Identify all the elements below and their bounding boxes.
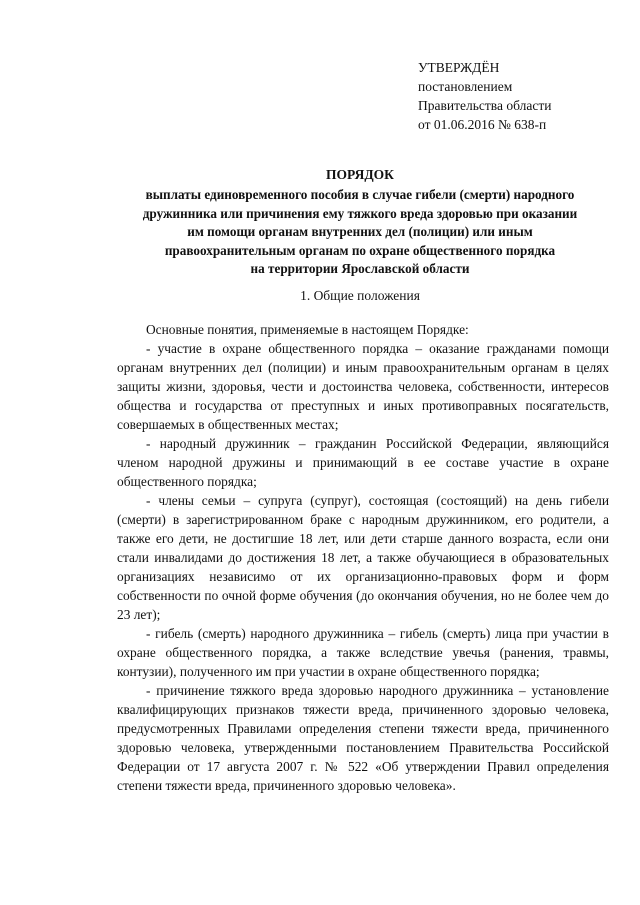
body-intro: Основные понятия, применяемые в настоящем Порядке: [146,322,469,337]
definition-paragraph: - участие в охране общественного порядка – оказание гражданами помощи органам внутренних дел (полиции) и иным правоохранительным органам в целях защиты жизни, здоровья, чести и достоинства человека, собственности, интересов общества и государства от преступных и иных противоправных посягательств, совершаемых в общественных местах; [117,341,609,432]
document-subtitle-line: дружинника или причинения ему тяжкого вреда здоровью при оказании [142,205,578,221]
approval-line-approved: УТВЕРЖДЁН [418,60,500,75]
approval-line-resolution: постановлением [418,79,513,94]
definition-paragraph: - народный дружинник – гражданин Российской Федерации, являющийся членом народной дружины и принимающий в ее составе участие в охране общественного порядка; [117,436,609,489]
definition-paragraph: - члены семьи – супруга (супруг), состоящая (состоящий) на день гибели (смерти) в зарегистрированном браке с народным дружинником, его родители, а также его дети, не достигшие 18 лет, или дети старше данного возраста, если они стали инвалидами до достижения 18 лет, а также обучающиеся в образовательных организациях независимо от их организационно-правовых форм и форм собственности по очной форме обучения (до окончания обучения, но не более чем до 23 лет); [117,493,609,622]
document-subtitle-line: выплаты единовременного пособия в случае гибели (смерти) народного [145,187,575,203]
document-title: ПОРЯДОК [326,167,394,182]
approval-stamp [418,58,618,134]
definition-paragraph: - гибель (смерть) народного дружинника – гибель (смерть) лица при участии в охране общественного порядка, а также вследствие увечья (ранения, травмы, контузии), полученного им при участии в охране общественного порядка; [117,626,609,679]
approval-line-date-number: от 01.06.2016 № 638-п [418,117,547,132]
section-heading: 1. Общие положения [300,288,420,303]
document-body [117,320,609,795]
document-subtitle-line: на территории Ярославской области [250,261,470,277]
document-subtitle-line: им помощи органам внутренних дел (полиции) или иным [187,224,533,240]
document-title-block [100,166,620,278]
document-subtitle-line: правоохранительным органам по охране общественного порядка [164,242,556,258]
definition-paragraph: - причинение тяжкого вреда здоровью народного дружинника – установление квалифицирующих признаков тяжести вреда, причиненного здоровью человека, предусмотренных Правилами определения степени тяжести вреда, причиненного здоровью человека, утвержденными постановлением Правительства Российской Федерации от 17 августа 2007 г. № 522 «Об утверждении Правил определения степени тяжести вреда, причиненного здоровью человека». [117,683,609,793]
approval-line-government: Правительства области [418,98,552,113]
